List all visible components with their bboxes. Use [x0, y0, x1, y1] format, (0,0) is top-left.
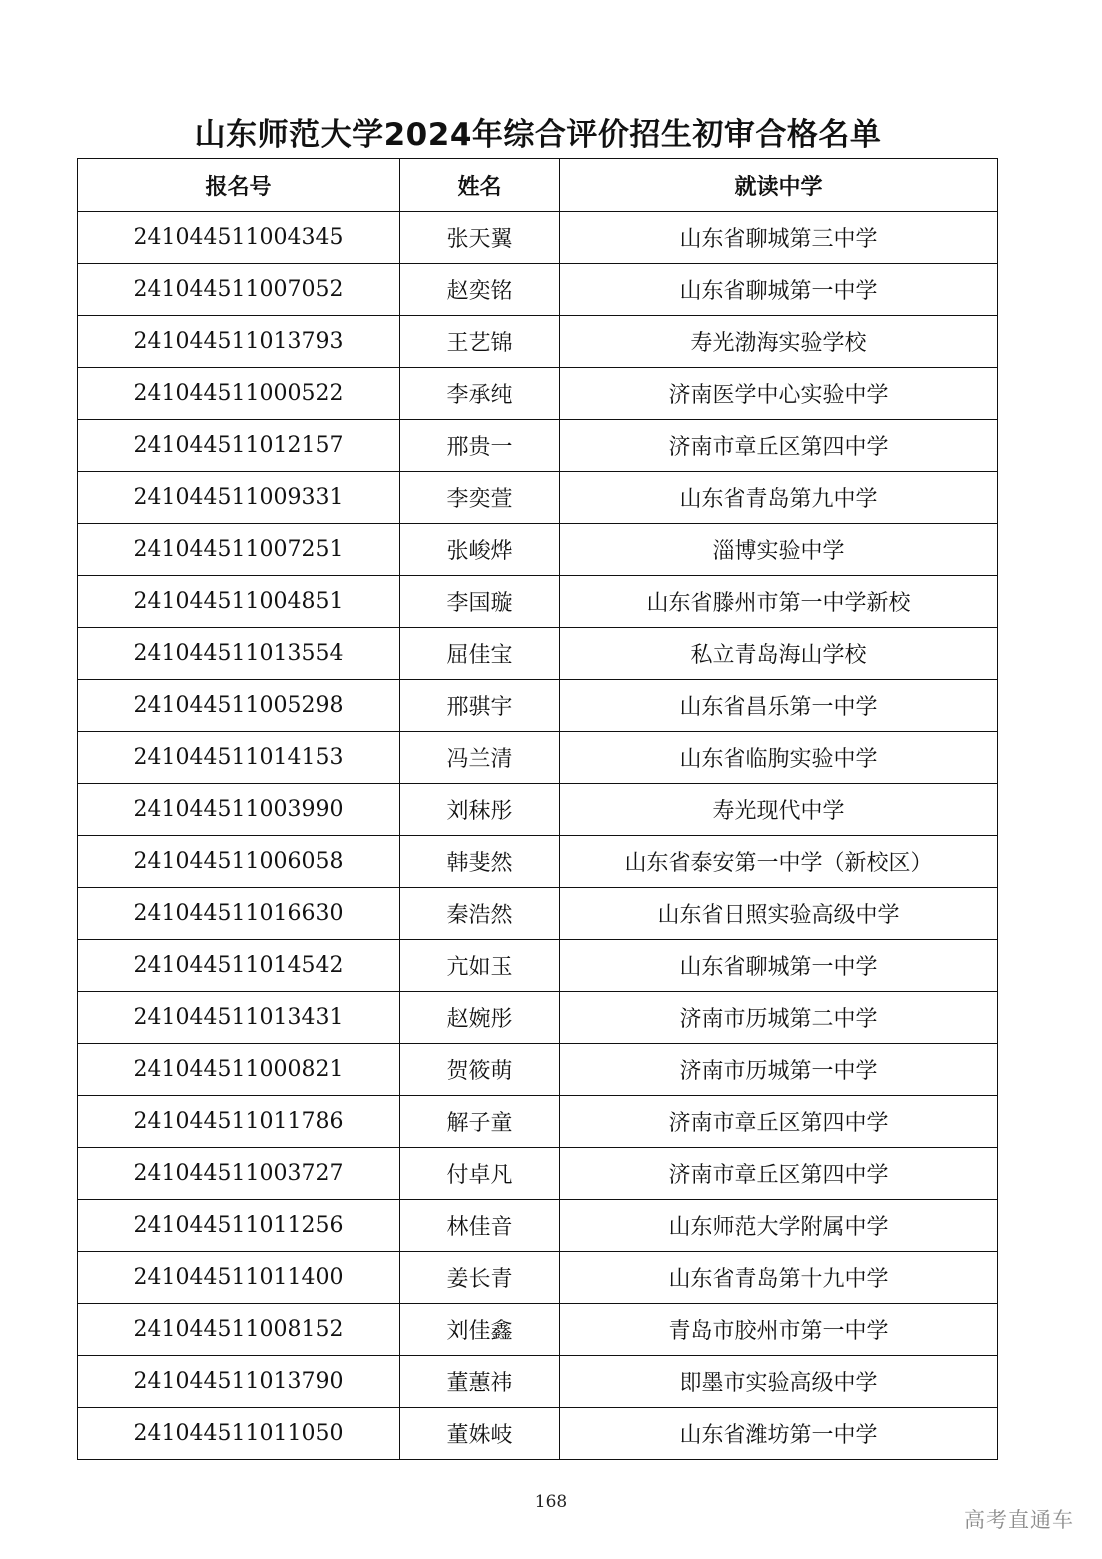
page-number: 168 [534, 1492, 568, 1512]
registration-number-cell: 241044511003990 [78, 784, 400, 836]
registration-number-cell: 241044511012157 [78, 420, 400, 472]
table-row [78, 1148, 998, 1200]
student-name-cell: 张峻烨 [400, 524, 560, 576]
student-name-cell: 林佳音 [400, 1200, 560, 1252]
table-row [78, 732, 998, 784]
student-name-cell: 李国璇 [400, 576, 560, 628]
student-name-cell: 屈佳宝 [400, 628, 560, 680]
student-name-cell: 亢如玉 [400, 940, 560, 992]
student-name-cell: 付卓凡 [400, 1148, 560, 1200]
registration-number-cell: 241044511004345 [78, 212, 400, 264]
registration-number-cell: 241044511003727 [78, 1148, 400, 1200]
student-name-cell: 赵婉彤 [400, 992, 560, 1044]
school-name-cell: 济南市章丘区第四中学 [560, 420, 998, 472]
school-name-cell: 青岛市胶州市第一中学 [560, 1304, 998, 1356]
student-name-cell: 王艺锦 [400, 316, 560, 368]
table-row [78, 1200, 998, 1252]
school-name-cell: 山东省滕州市第一中学新校 [560, 576, 998, 628]
column-header-name: 姓名 [400, 159, 560, 212]
student-name-cell: 姜长青 [400, 1252, 560, 1304]
student-name-cell: 冯兰清 [400, 732, 560, 784]
registration-number-cell: 241044511007251 [78, 524, 400, 576]
school-name-cell: 寿光现代中学 [560, 784, 998, 836]
table-row [78, 212, 998, 264]
registration-number-cell: 241044511008152 [78, 1304, 400, 1356]
student-name-cell: 邢骐宇 [400, 680, 560, 732]
school-name-cell: 山东省青岛第十九中学 [560, 1252, 998, 1304]
table-row [78, 472, 998, 524]
table-row [78, 680, 998, 732]
school-name-cell: 济南市章丘区第四中学 [560, 1096, 998, 1148]
table-row [78, 368, 998, 420]
student-name-cell: 李承纯 [400, 368, 560, 420]
school-name-cell: 济南市章丘区第四中学 [560, 1148, 998, 1200]
table-row [78, 1252, 998, 1304]
student-name-cell: 刘佳鑫 [400, 1304, 560, 1356]
student-name-cell: 董蕙祎 [400, 1356, 560, 1408]
student-name-cell: 邢贵一 [400, 420, 560, 472]
table-row [78, 420, 998, 472]
school-name-cell: 山东省青岛第九中学 [560, 472, 998, 524]
table-row [78, 1304, 998, 1356]
student-name-cell: 董姝岐 [400, 1408, 560, 1460]
table-row [78, 1356, 998, 1408]
registration-number-cell: 241044511013554 [78, 628, 400, 680]
registration-number-cell: 241044511011256 [78, 1200, 400, 1252]
student-name-cell: 赵奕铭 [400, 264, 560, 316]
table-row [78, 888, 998, 940]
school-name-cell: 济南市历城第二中学 [560, 992, 998, 1044]
table-row [78, 784, 998, 836]
school-name-cell: 私立青岛海山学校 [560, 628, 998, 680]
registration-number-cell: 241044511011400 [78, 1252, 400, 1304]
table-row [78, 1408, 998, 1460]
student-name-cell: 李奕萱 [400, 472, 560, 524]
school-name-cell: 山东省潍坊第一中学 [560, 1408, 998, 1460]
school-name-cell: 山东省聊城第一中学 [560, 264, 998, 316]
table-row [78, 1096, 998, 1148]
watermark: 高考直通车 [964, 1508, 1074, 1532]
school-name-cell: 淄博实验中学 [560, 524, 998, 576]
document-title: 山东师范大学2024年综合评价招生初审合格名单 [194, 117, 882, 153]
table-row [78, 576, 998, 628]
school-name-cell: 山东省临朐实验中学 [560, 732, 998, 784]
school-name-cell: 山东省泰安第一中学（新校区） [560, 836, 998, 888]
student-name-cell: 解子童 [400, 1096, 560, 1148]
column-header-school: 就读中学 [560, 159, 998, 212]
table-row [78, 524, 998, 576]
school-name-cell: 山东省日照实验高级中学 [560, 888, 998, 940]
table-body [78, 212, 998, 1460]
student-name-cell: 刘秣彤 [400, 784, 560, 836]
table-row [78, 992, 998, 1044]
registration-number-cell: 241044511007052 [78, 264, 400, 316]
school-name-cell: 山东省聊城第一中学 [560, 940, 998, 992]
registration-number-cell: 241044511004851 [78, 576, 400, 628]
student-name-cell: 张天翼 [400, 212, 560, 264]
registration-number-cell: 241044511016630 [78, 888, 400, 940]
table-row [78, 628, 998, 680]
registration-number-cell: 241044511013431 [78, 992, 400, 1044]
school-name-cell: 即墨市实验高级中学 [560, 1356, 998, 1408]
school-name-cell: 济南医学中心实验中学 [560, 368, 998, 420]
registration-number-cell: 241044511011050 [78, 1408, 400, 1460]
registration-number-cell: 241044511011786 [78, 1096, 400, 1148]
student-name-cell: 韩斐然 [400, 836, 560, 888]
table-row [78, 316, 998, 368]
registration-number-cell: 241044511014153 [78, 732, 400, 784]
registration-number-cell: 241044511006058 [78, 836, 400, 888]
column-header-registration-number: 报名号 [78, 159, 400, 212]
student-name-cell: 秦浩然 [400, 888, 560, 940]
school-name-cell: 寿光渤海实验学校 [560, 316, 998, 368]
table-row [78, 836, 998, 888]
registration-number-cell: 241044511014542 [78, 940, 400, 992]
table-row [78, 1044, 998, 1096]
table-row [78, 264, 998, 316]
table-header-row [78, 159, 998, 212]
school-name-cell: 山东省昌乐第一中学 [560, 680, 998, 732]
school-name-cell: 山东师范大学附属中学 [560, 1200, 998, 1252]
school-name-cell: 山东省聊城第三中学 [560, 212, 998, 264]
registration-number-cell: 241044511013793 [78, 316, 400, 368]
registration-number-cell: 241044511013790 [78, 1356, 400, 1408]
registration-number-cell: 241044511000522 [78, 368, 400, 420]
admission-list-table [77, 158, 998, 1460]
registration-number-cell: 241044511005298 [78, 680, 400, 732]
registration-number-cell: 241044511009331 [78, 472, 400, 524]
school-name-cell: 济南市历城第一中学 [560, 1044, 998, 1096]
table-row [78, 940, 998, 992]
student-name-cell: 贺筱萌 [400, 1044, 560, 1096]
registration-number-cell: 241044511000821 [78, 1044, 400, 1096]
